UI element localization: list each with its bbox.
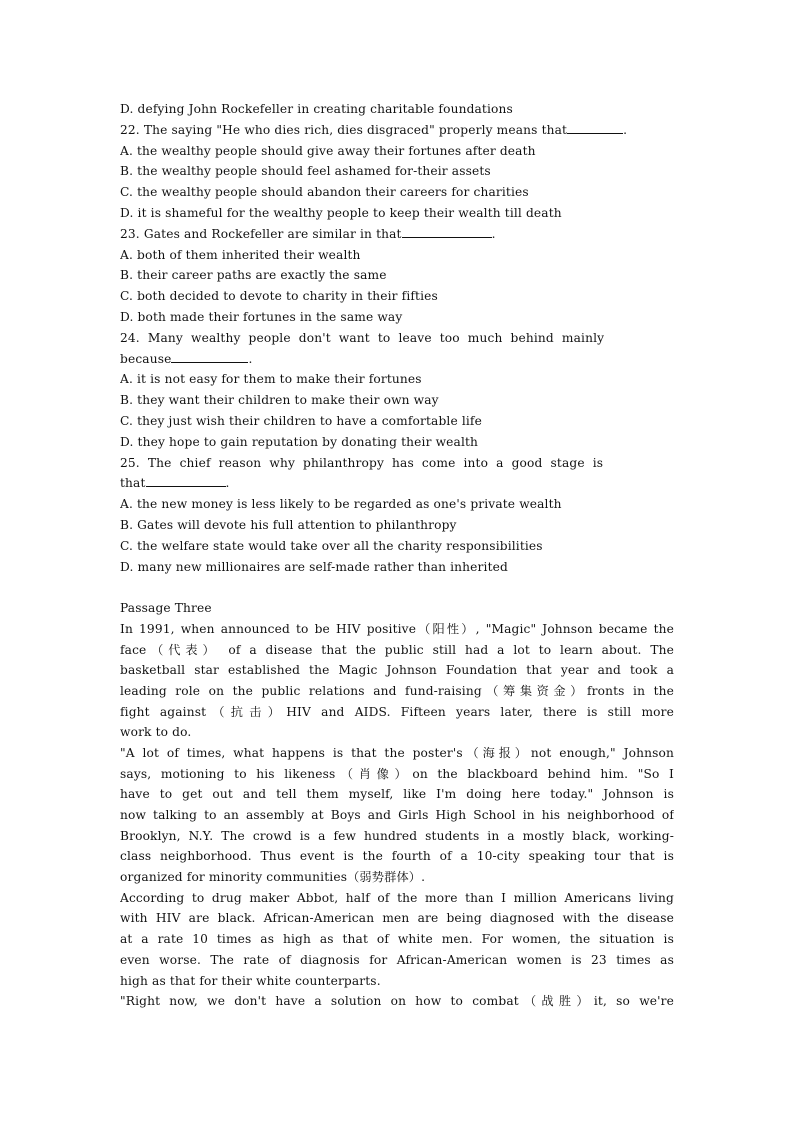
q25-option-b: B. Gates will devote his full attention to philanthropy [120, 517, 457, 532]
passage-line: at a rate 10 times as high as that of white men. For women, the situation is [120, 932, 674, 947]
q24-option-a: A. it is not easy for them to make their fortunes [120, 372, 422, 387]
q25-stem-line-1: 25. The chief reason why philanthropy has come into a good stage is [120, 455, 604, 470]
passage-line: even worse. The rate of diagnosis for African-American women is 23 times as [120, 952, 674, 967]
q22-option-b: B. the wealthy people should feel ashamed for-their assets [120, 164, 491, 179]
q23-option-b: B. their career paths are exactly the same [120, 268, 387, 283]
q24-stem-line-1: 24. Many wealthy people don't want to leave too much behind mainly [120, 330, 605, 345]
q22-answer-blank[interactable] [567, 120, 623, 134]
q23-stem-end: . [491, 226, 496, 241]
passage-title: Passage Three [120, 601, 212, 616]
passage-line: organized for minority communities（弱势群体）. [120, 870, 426, 885]
q25-option-a: A. the new money is less likely to be regarded as one's private wealth [120, 497, 562, 512]
q24-option-d: D. they hope to gain reputation by donating their wealth [120, 434, 479, 449]
q21-option-d: D. defying John Rockefeller in creating charitable foundations [120, 102, 513, 116]
passage-line: Brooklyn, N.Y. The crowd is a few hundred students in a mostly black, working- [120, 828, 674, 843]
passage-line: fight against（抗击）HIV and AIDS. Fifteen years later, there is still more [120, 704, 674, 719]
q25-stem-text: that [120, 476, 146, 491]
passage-line: says, motioning to his likeness（肖像）on the blackboard behind him. "So I [120, 766, 674, 781]
q24-stem-text: because [120, 351, 172, 366]
exam-page [120, 99, 674, 1012]
q24-stem-line-2 [120, 349, 674, 370]
passage-line: In 1991, when announced to be HIV positive（阳性）, "Magic" Johnson became the [120, 621, 674, 636]
section-spacer [120, 577, 674, 598]
q24-option-c: C. they just wish their children to have a comfortable life [120, 413, 482, 428]
q24-option-b: B. they want their children to make their own way [120, 393, 439, 408]
q22-option-c: C. the wealthy people should abandon their careers for charities [120, 185, 529, 200]
passage-line: have to get out and tell them myself, like I'm doing here today." Johnson is [120, 787, 674, 802]
q24-stem-end: . [248, 351, 253, 366]
q25-option-c: C. the welfare state would take over all the charity responsibilities [120, 538, 543, 553]
passage-line: leading role on the public relations and fund-raising（筹集资金）fronts in the [120, 683, 674, 698]
q23-stem [120, 224, 674, 245]
q23-option-a: A. both of them inherited their wealth [120, 247, 361, 262]
q23-stem-text: 23. Gates and Rockefeller are similar in that [120, 226, 402, 241]
q22-option-a: A. the wealthy people should give away their fortunes after death [120, 143, 536, 158]
passage-line: "Right now, we don't have a solution on how to combat（战胜）it, so we're [120, 994, 674, 1009]
q23-option-d: D. both made their fortunes in the same way [120, 309, 403, 324]
q23-option-c: C. both decided to devote to charity in their fifties [120, 289, 438, 304]
passage-line: According to drug maker Abbot, half of the more than I million Americans living [120, 890, 674, 905]
q22-stem [120, 120, 674, 141]
q22-stem-text: 22. The saying "He who dies rich, dies disgraced" properly means that [120, 122, 568, 137]
passage-line: work to do. [120, 725, 192, 740]
q25-stem-line-2 [120, 473, 674, 494]
passage-line: high as that for their white counterparts. [120, 973, 381, 988]
passage-line: face（代表） of a disease that the public still had a lot to learn about. The [120, 642, 674, 657]
q24-answer-blank[interactable] [171, 349, 248, 363]
passage-line: class neighborhood. Thus event is the fourth of a 10-city speaking tour that is [120, 849, 674, 864]
passage-line: "A lot of times, what happens is that the poster's（海报）not enough," Johnson [120, 745, 674, 760]
passage-line: with HIV are black. African-American men are being diagnosed with the disease [120, 911, 674, 926]
passage-line: now talking to an assembly at Boys and Girls High School in his neighborhood of [120, 808, 674, 822]
q25-stem-end: . [225, 476, 230, 491]
q22-stem-end: . [623, 122, 628, 137]
passage-three [120, 598, 674, 1012]
q22-option-d: D. it is shameful for the wealthy people to keep their wealth till death [120, 205, 562, 220]
q25-answer-blank[interactable] [146, 473, 226, 487]
q23-answer-blank[interactable] [402, 224, 492, 238]
q25-option-d: D. many new millionaires are self-made rather than inherited [120, 559, 508, 574]
passage-line: basketball star established the Magic Johnson Foundation that year and took a [120, 663, 674, 678]
